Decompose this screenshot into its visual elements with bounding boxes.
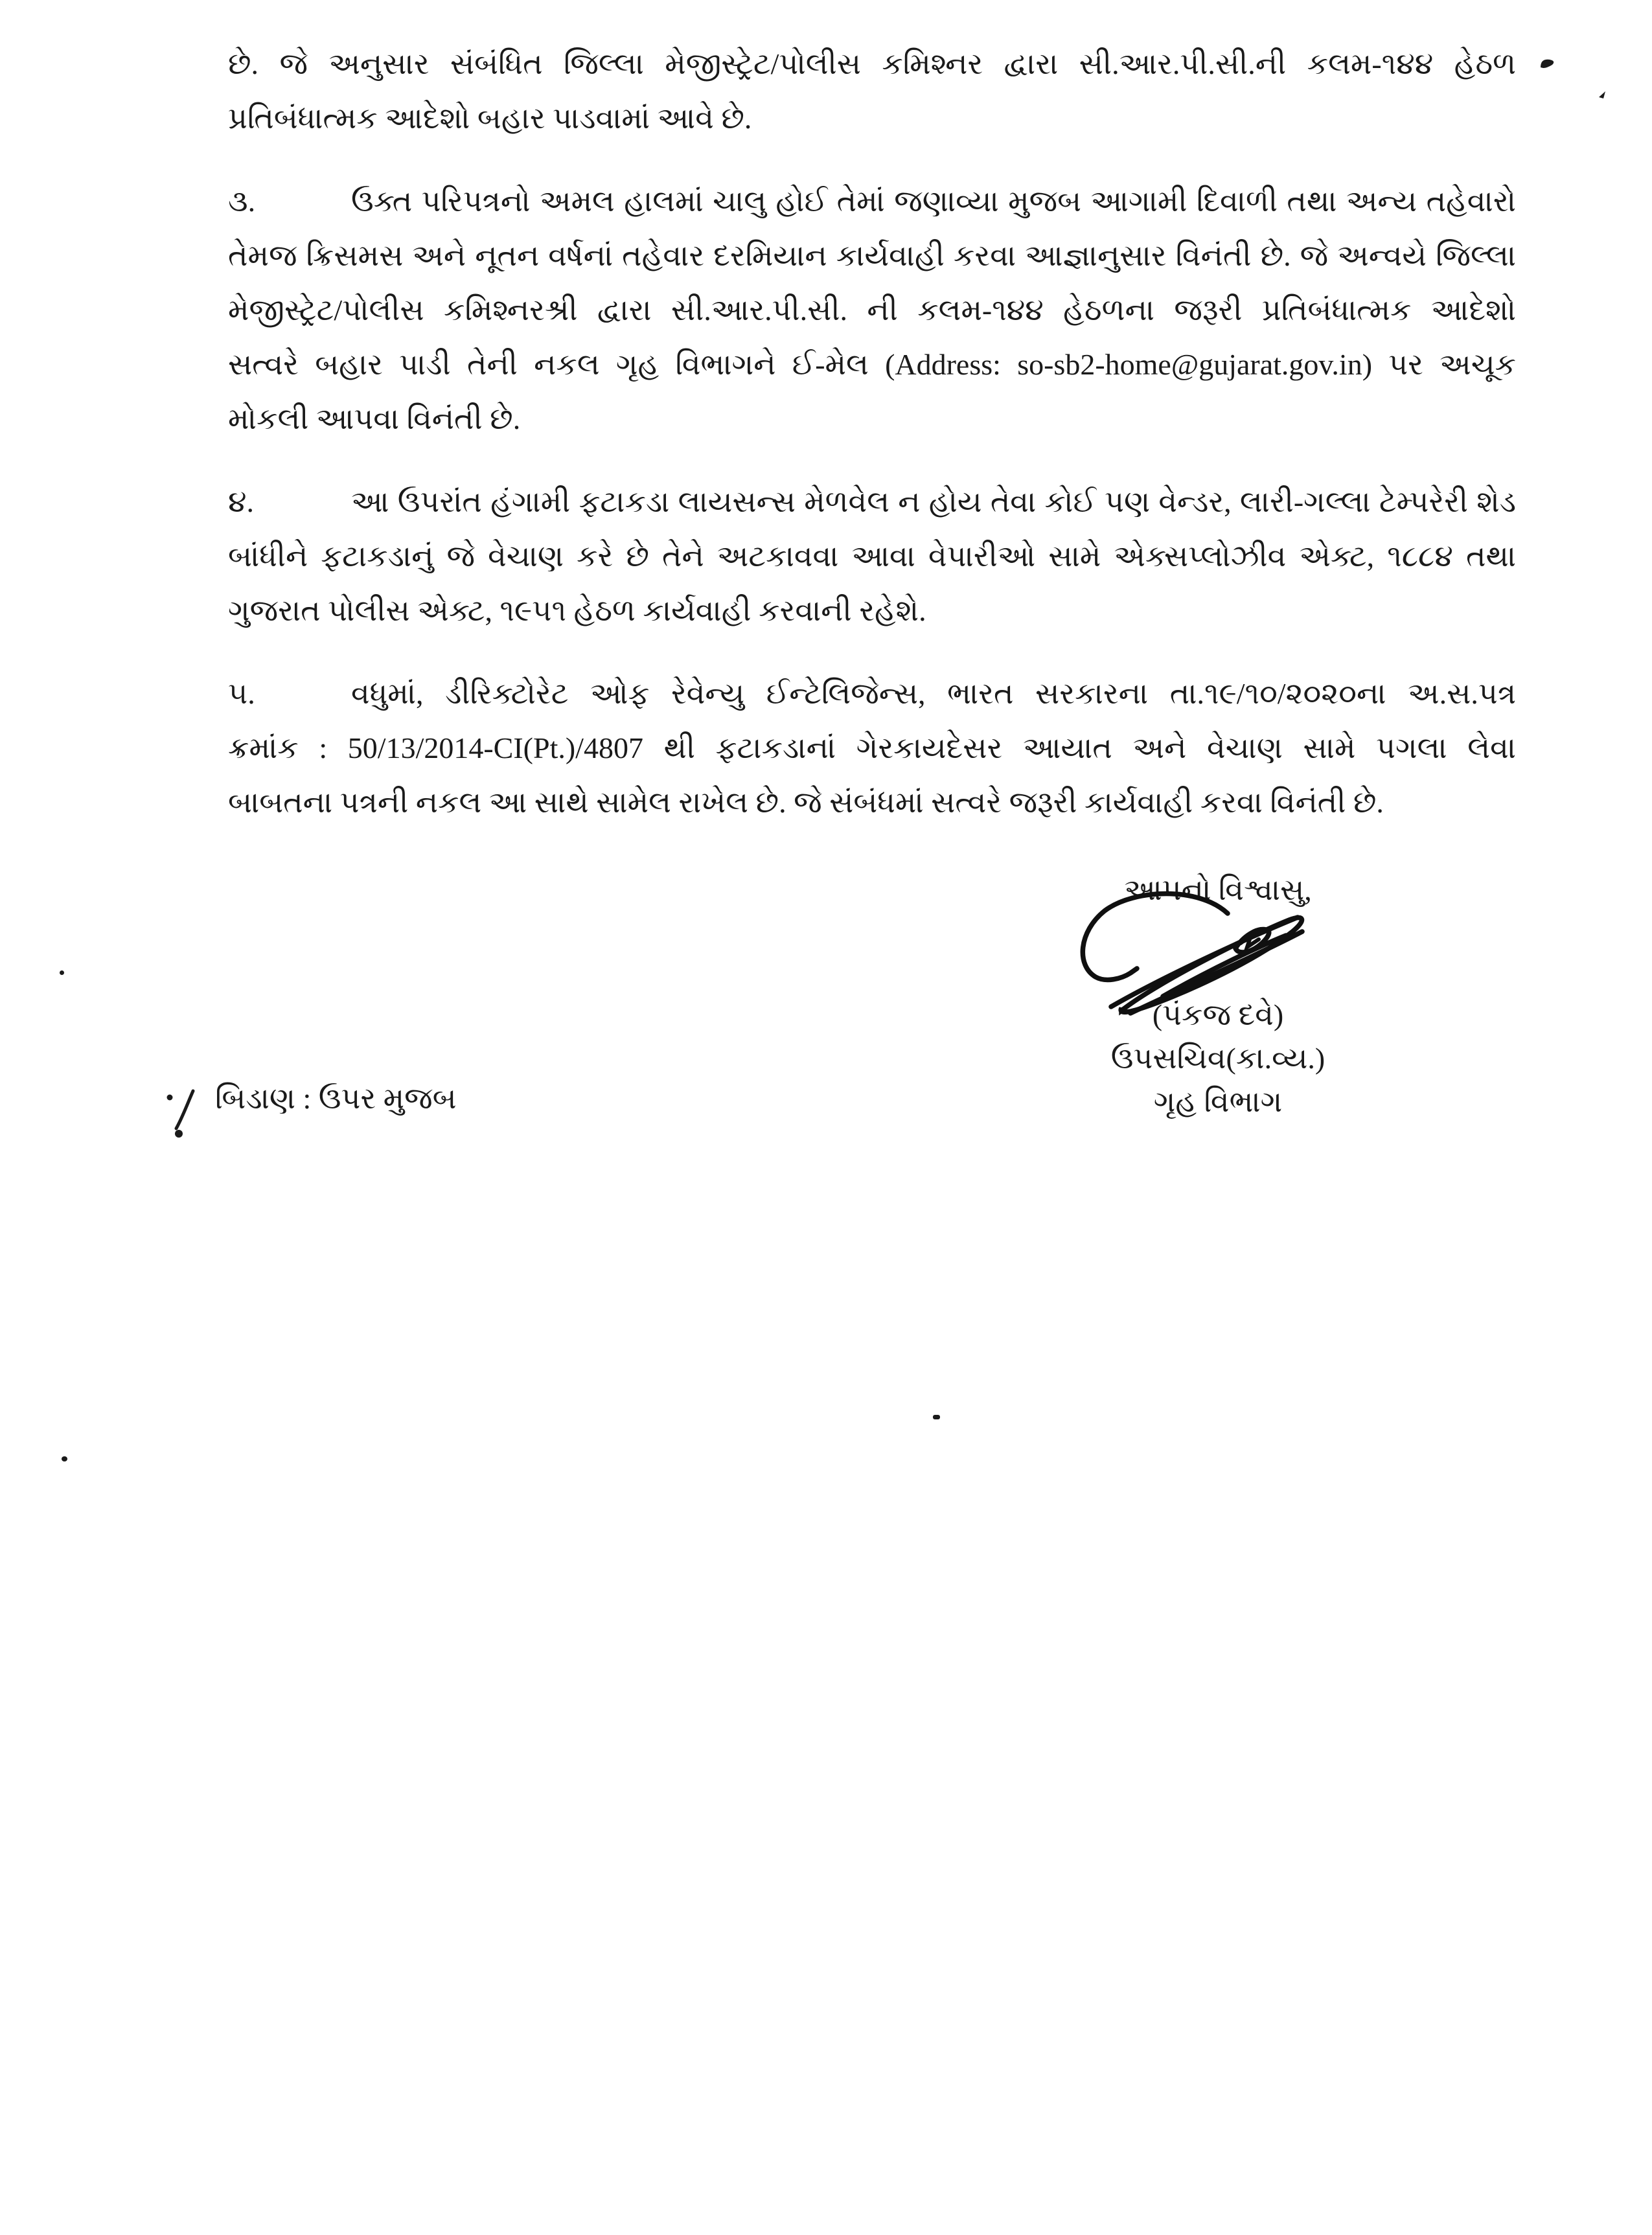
closing-salutation: આપનો વિશ્વાસુ, <box>1124 873 1312 906</box>
paragraph-line: ક્રમાંક : 50/13/2014-CI(Pt.)/4807 થી ફટાકડાનાં ગેરકાયદેસર આયાત અને વેચાણ સામે પગલા લેવા <box>228 731 1516 764</box>
paragraph-line: મોકલી આપવા વિનંતી છે. <box>228 402 521 435</box>
ink-speck <box>62 1456 67 1461</box>
paragraph-number: ૪. <box>228 485 255 518</box>
paragraph-4 <box>228 475 1516 638</box>
paragraph-line <box>228 475 1516 529</box>
paragraph-line: પ્રતિબંધાત્મક આદેશો બહાર પાડવામાં આવે છે. <box>228 102 752 135</box>
paragraph-line: ગુજરાત પોલીસ એક્ટ, ૧૯૫૧ હેઠળ કાર્યવાહી કરવાની રહેશે. <box>228 594 926 627</box>
paragraph-line: તેમજ ક્રિસમસ અને નૂતન વર્ષનાં તહેવાર દરમિયાન કાર્યવાહી કરવા આજ્ઞાનુસાર વિનંતી છે. જે અન્વયે જિલ્લા <box>228 239 1516 272</box>
paragraph-line: મેજીસ્ટ્રેટ/પોલીસ કમિશ્નરશ્રી દ્વારા સી.આર.પી.સી. ની કલમ-૧૪૪ હેઠળના જરૂરી પ્રતિબંધાત્મક આદેશો <box>228 293 1516 327</box>
paragraph-number: ૩. <box>228 185 256 218</box>
paragraph-text: આ ઉપરાંત હંગામી ફટાકડા લાયસન્સ મેળવેલ ન હોય તેવા કોઈ પણ વેન્ડર, લારી-ગલ્લા ટેમ્પરેરી શેડ <box>351 485 1516 518</box>
paragraph-line: સત્વરે બહાર પાડી તેની નકલ ગૃહ વિભાગને ઈ-મેલ (Address: so-sb2-home@gujarat.gov.in) પર અચૂક <box>228 348 1516 381</box>
paragraph-text: ઉક્ત પરિપત્રનો અમલ હાલમાં ચાલુ હોઈ તેમાં જણાવ્યા મુજબ આગામી દિવાળી તથા અન્ય તહેવારો <box>351 185 1516 218</box>
paragraph-3 <box>228 174 1516 446</box>
paragraph-line <box>228 667 1516 721</box>
signatory-title: ઉપસચિવ(કા.વ્ય.) <box>1110 1042 1325 1075</box>
ink-speck <box>933 1415 940 1419</box>
paragraph-text: વધુમાં, ડીરિક્ટોરેટ ઓફ રેવેન્યુ ઈન્ટેલિજેન્સ, ભારત સરકારના તા.૧૯/૧૦/૨૦૨૦ના અ.સ.પત્ર <box>351 677 1516 710</box>
paragraph-5 <box>228 667 1516 830</box>
paragraph-number: ૫. <box>228 677 255 710</box>
enclosure-tick-mark <box>163 1088 203 1140</box>
paragraph-continuation <box>228 37 1516 146</box>
handwritten-signature-icon <box>1066 886 1315 1016</box>
paragraph-line: છે. જે અનુસાર સંબંધિત જિલ્લા મેજીસ્ટ્રેટ/પોલીસ કમિશ્નર દ્વારા સી.આર.પી.સી.ની કલમ-૧૪૪ હેઠળ <box>228 47 1516 80</box>
enclosure-note: બિડાણ : ઉપર મુજબ <box>215 1082 457 1115</box>
paragraph-line: બાંધીને ફટાકડાનું જે વેચાણ કરે છે તેને અટકાવવા આવા વેપારીઓ સામે એક્સપ્લોઝીવ એક્ટ, ૧૮૮૪ તથા <box>228 540 1516 573</box>
ink-speck <box>1537 54 1612 104</box>
ink-speck <box>60 970 64 975</box>
signatory-name: (પંકજ દવે) <box>1152 998 1284 1031</box>
letter-body <box>228 37 1516 858</box>
paragraph-line: બાબતના પત્રની નકલ આ સાથે સામેલ રાખેલ છે. જે સંબંધમાં સત્વરે જરૂરી કાર્યવાહી કરવા વિનંતી છે. <box>228 786 1384 819</box>
signatory-department: ગૃહ વિભાગ <box>1153 1085 1283 1118</box>
paragraph-line <box>228 174 1516 229</box>
